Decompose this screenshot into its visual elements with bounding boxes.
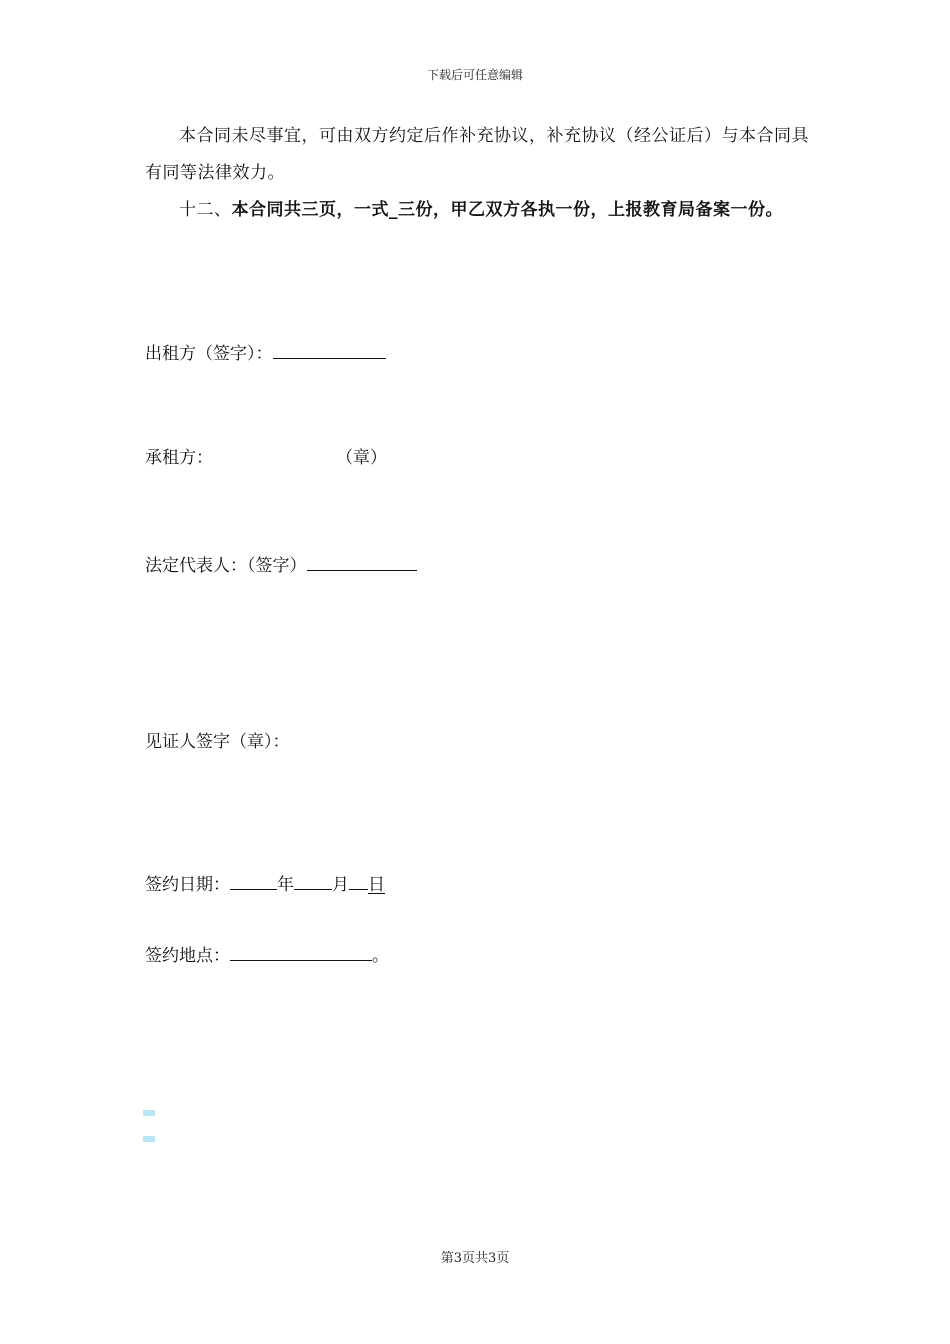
witness-line [145, 730, 290, 754]
lessor-signature-line [145, 340, 386, 366]
place-blank [230, 942, 372, 961]
witness-label: 见证人签字（章）： [145, 732, 290, 752]
month-blank [294, 871, 332, 890]
highlight-mark [143, 1110, 155, 1116]
clause-twelve-number: 十二、 [179, 200, 232, 220]
day-label: 日 [368, 875, 385, 895]
place-label: 签约地点： [145, 946, 230, 966]
page-footer: 第3页共3页 [440, 1251, 510, 1266]
year-blank [230, 871, 277, 890]
legal-rep-signature-blank [307, 552, 417, 571]
day-blank [349, 871, 368, 890]
clause-twelve [145, 192, 810, 229]
supplementary-clause [145, 118, 810, 192]
place-end: 。 [372, 946, 389, 966]
lessee-seal: （章） [336, 448, 387, 468]
lessee-line [145, 446, 387, 470]
page-header: 下载后可任意编辑 [426, 68, 523, 82]
month-label: 月 [332, 875, 349, 895]
clause-twelve-text: 本合同共三页，一式_三份，甲乙双方各执一份，上报教育局备案一份。 [231, 200, 783, 220]
lessor-signature-blank [273, 340, 386, 359]
supplementary-clause-text: 本合同未尽事宜，可由双方约定后作补充协议，补充协议（经公证后）与本合同具有同等法律效力。 [145, 126, 809, 183]
year-label: 年 [277, 875, 294, 895]
legal-representative-line [145, 552, 417, 578]
signing-date-line [145, 871, 385, 897]
date-label: 签约日期： [145, 875, 230, 895]
lessee-label: 承租方： [145, 448, 213, 468]
lessor-label: 出租方（签字）： [145, 344, 273, 364]
signing-place-line [145, 942, 389, 968]
highlight-mark [143, 1136, 155, 1142]
legal-rep-label: 法定代表人：（签字） [145, 556, 307, 576]
